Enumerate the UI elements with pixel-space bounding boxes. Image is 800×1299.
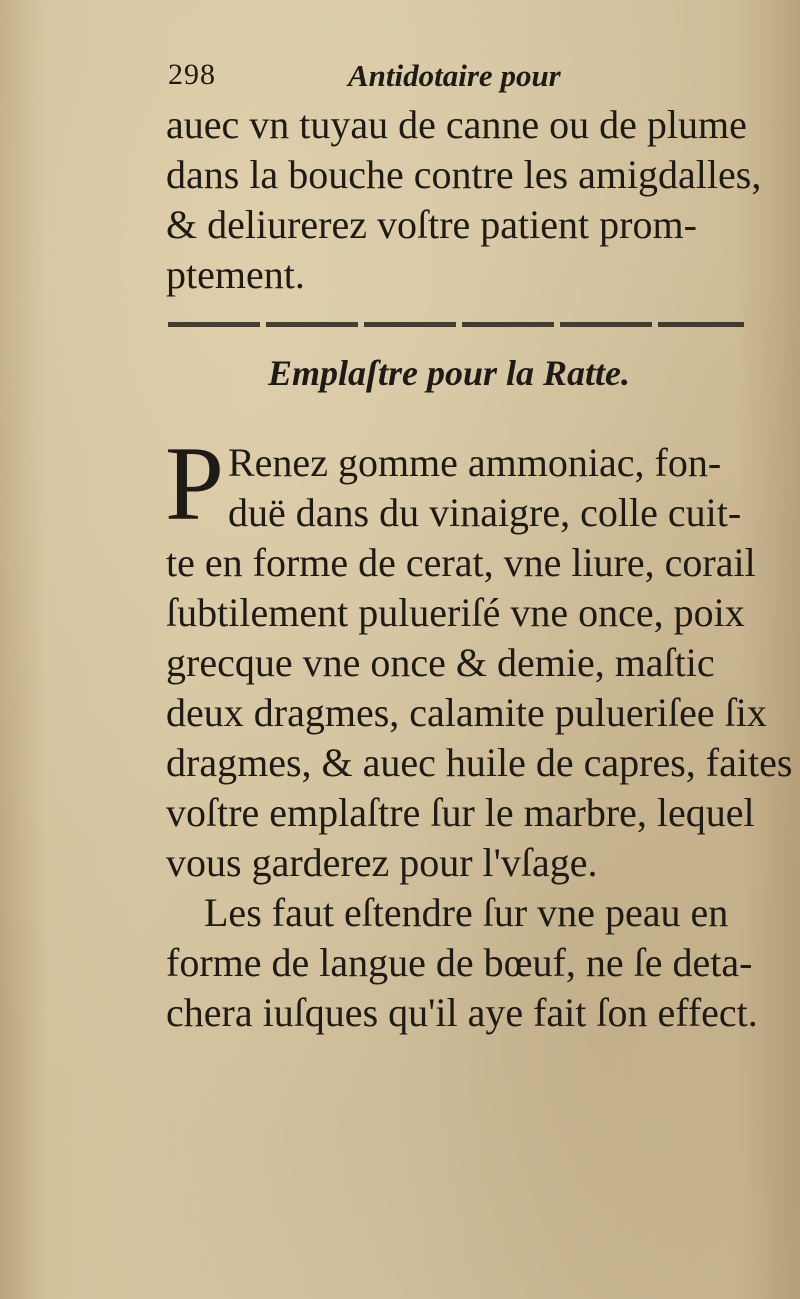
ornamental-divider (168, 322, 744, 327)
text-line: & deliurerez voſtre patient prom- (166, 202, 697, 247)
text-line: Renez gomme ammoniac, fon- (228, 440, 722, 485)
section-title: Emplaſtre pour la Ratte. (268, 353, 631, 393)
text-line: grecque vne once & demie, maſtic (166, 640, 715, 685)
drop-cap: P (165, 425, 224, 542)
text-line: ptement. (166, 252, 305, 297)
text-line: ſubtilement pulueriſé vne once, poix (166, 590, 745, 635)
page-header (168, 58, 638, 98)
text-line: dans la bouche contre les amigdalles, (166, 152, 762, 197)
text-line: dragmes, & auec huile de capres, faites (166, 740, 793, 785)
page-number: 298 (168, 58, 216, 91)
text-line: duë dans du vinaigre, colle cuit- (228, 490, 742, 535)
recipe-paragraph (166, 538, 793, 1038)
text-line: vous garderez pour l'vſage. (166, 840, 598, 885)
text-line: voſtre emplaſtre ſur le marbre, lequel (166, 790, 755, 835)
text-line: Les faut eſtendre ſur vne peau en (204, 890, 729, 935)
carryover-paragraph (166, 100, 762, 300)
text-line: forme de langue de bœuf, ne ſe deta- (166, 940, 753, 985)
running-title: Antidotaire pour (348, 58, 561, 93)
text-line: chera iuſques qu'il aye fait ſon effect. (166, 990, 758, 1035)
text-line: auec vn tuyau de canne ou de plume (166, 102, 747, 147)
text-line: te en forme de cerat, vne liure, corail (166, 540, 756, 585)
text-line: deux dragmes, calamite pulueriſee ſix (166, 690, 767, 735)
opening-lines (228, 438, 758, 538)
